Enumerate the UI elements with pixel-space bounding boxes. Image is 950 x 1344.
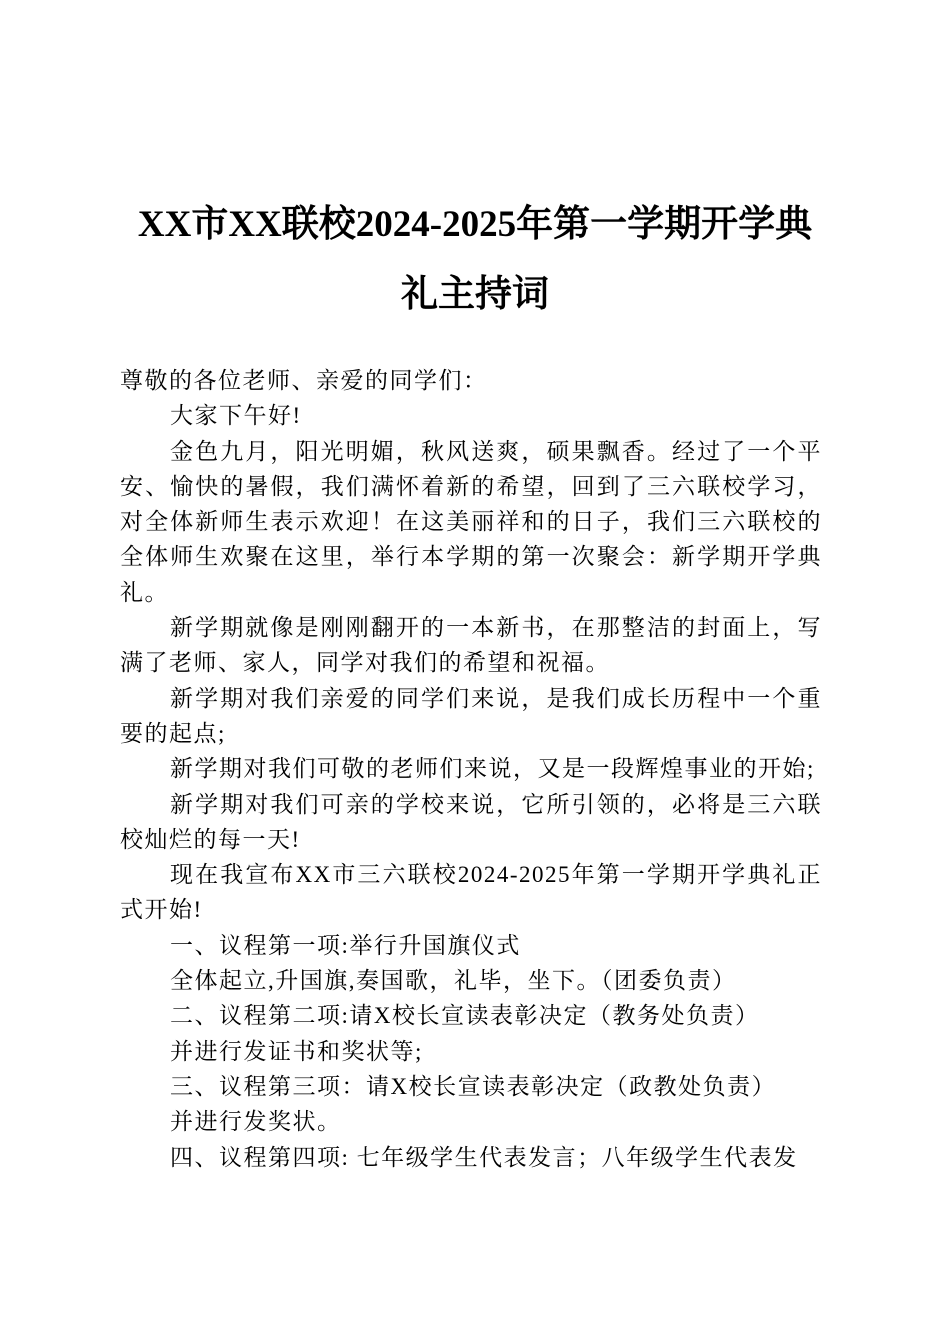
paragraph: 新学期就像是刚刚翻开的一本新书，在那整洁的封面上，写满了老师、家人，同学对我们的希望和祝福。 [120, 615, 822, 676]
paragraph: 并进行发证书和奖状等; [170, 1038, 423, 1064]
paragraph: 大家下午好! [170, 403, 302, 429]
paragraph: 现在我宣布XX市三六联校2024-2025年第一学期开学典礼正式开始! [120, 862, 822, 923]
paragraph: 四、议程第四项: 七年级学生代表发言；八年级学生代表发 [170, 1144, 798, 1170]
document-title [110, 190, 840, 330]
paragraph: 全体起立,升国旗,奏国歌，礼毕，坐下。（团委负责） [170, 968, 737, 994]
paragraph: 二、议程第二项:请X校长宣读表彰决定（教务处负责） [170, 1003, 760, 1029]
paragraph: 金色九月，阳光明媚，秋风送爽，硕果飘香。经过了一个平安、愉快的暑假，我们满怀着新的希望，回到了三六联校学习，对全体新师生表示欢迎！在这美丽祥和的日子，我们三六联校的全体师生欢聚在这里，举行本学期的第一次聚会：新学期开学典礼。 [120, 438, 822, 605]
paragraph: 三、议程第三项：请X校长宣读表彰决定（政教处负责） [170, 1073, 777, 1099]
title-line-1: XX市XX联校2024-2025年第一学期开学典 [137, 204, 813, 245]
paragraph: 一、议程第一项:举行升国旗仪式 [170, 932, 521, 958]
paragraph: 并进行发奖状。 [170, 1109, 342, 1135]
paragraph: 新学期对我们可亲的学校来说，它所引领的，必将是三六联校灿烂的每一天! [120, 791, 822, 852]
paragraph: 新学期对我们可敬的老师们来说，又是一段辉煌事业的开始; [170, 756, 815, 782]
paragraph: 新学期对我们亲爱的同学们来说，是我们成长历程中一个重要的起点; [120, 685, 822, 746]
paragraph: 尊敬的各位老师、亲爱的同学们： [120, 368, 488, 393]
title-line-2: 礼主持词 [401, 274, 549, 315]
document-body [120, 363, 822, 1175]
